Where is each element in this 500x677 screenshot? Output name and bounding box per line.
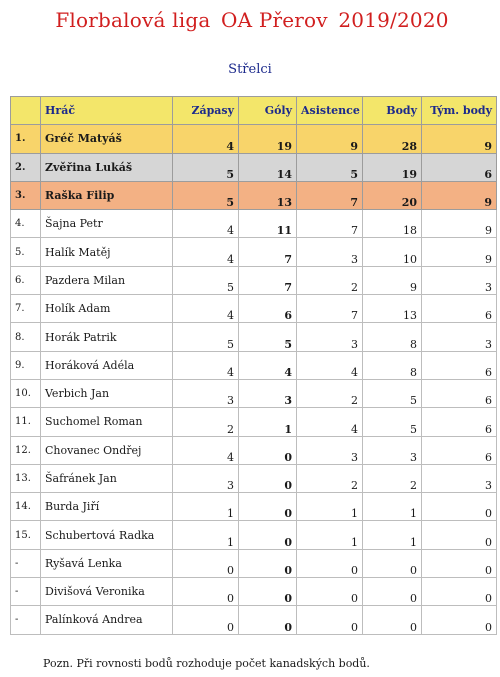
team-points-cell: 3 xyxy=(422,266,497,294)
page-subtitle: Střelci xyxy=(228,62,272,77)
assists-cell: 1 xyxy=(297,521,363,549)
table-row xyxy=(11,549,497,577)
player-rank: 6. xyxy=(11,266,41,294)
assists-cell: 1 xyxy=(297,493,363,521)
player-rank: 13. xyxy=(11,464,41,492)
assists-cell: 2 xyxy=(297,464,363,492)
team-points-cell: 9 xyxy=(422,210,497,238)
points-cell: 13 xyxy=(363,295,422,323)
player-rank: 4. xyxy=(11,210,41,238)
points-cell: 28 xyxy=(363,125,422,153)
col-player-header: Hráč xyxy=(41,97,173,125)
player-rank: - xyxy=(11,578,41,606)
table-row xyxy=(11,464,497,492)
col-matches-header: Zápasy xyxy=(173,97,239,125)
col-points-header: Body xyxy=(363,97,422,125)
points-cell: 0 xyxy=(363,606,422,634)
goals-cell: 3 xyxy=(239,379,297,407)
player-name: Ryšavá Lenka xyxy=(41,549,173,577)
assists-cell: 5 xyxy=(297,153,363,181)
table-header-row xyxy=(11,97,497,125)
team-points-cell: 3 xyxy=(422,464,497,492)
goals-cell: 0 xyxy=(239,436,297,464)
assists-cell: 4 xyxy=(297,351,363,379)
player-name: Horák Patrik xyxy=(41,323,173,351)
goals-cell: 13 xyxy=(239,181,297,209)
matches-cell: 5 xyxy=(173,181,239,209)
table-row xyxy=(11,295,497,323)
table-row xyxy=(11,351,497,379)
table-row xyxy=(11,238,497,266)
points-cell: 19 xyxy=(363,153,422,181)
goals-cell: 5 xyxy=(239,323,297,351)
team-points-cell: 6 xyxy=(422,379,497,407)
goals-cell: 14 xyxy=(239,153,297,181)
assists-cell: 0 xyxy=(297,549,363,577)
matches-cell: 4 xyxy=(173,436,239,464)
matches-cell: 3 xyxy=(173,464,239,492)
col-rank-header xyxy=(11,97,41,125)
table-row xyxy=(11,125,497,153)
player-rank: 7. xyxy=(11,295,41,323)
team-points-cell: 0 xyxy=(422,493,497,521)
matches-cell: 0 xyxy=(173,549,239,577)
player-name: Burda Jiří xyxy=(41,493,173,521)
goals-cell: 6 xyxy=(239,295,297,323)
points-cell: 18 xyxy=(363,210,422,238)
assists-cell: 2 xyxy=(297,379,363,407)
matches-cell: 4 xyxy=(173,125,239,153)
goals-cell: 11 xyxy=(239,210,297,238)
goals-cell: 0 xyxy=(239,578,297,606)
matches-cell: 4 xyxy=(173,238,239,266)
team-points-cell: 6 xyxy=(422,351,497,379)
goals-cell: 7 xyxy=(239,266,297,294)
matches-cell: 4 xyxy=(173,295,239,323)
player-rank: 2. xyxy=(11,153,41,181)
team-points-cell: 0 xyxy=(422,549,497,577)
table-row xyxy=(11,181,497,209)
goals-cell: 0 xyxy=(239,549,297,577)
matches-cell: 1 xyxy=(173,493,239,521)
matches-cell: 4 xyxy=(173,210,239,238)
matches-cell: 5 xyxy=(173,266,239,294)
goals-cell: 0 xyxy=(239,606,297,634)
assists-cell: 7 xyxy=(297,295,363,323)
player-name: Gréč Matyáš xyxy=(41,125,173,153)
player-rank: 8. xyxy=(11,323,41,351)
player-rank: - xyxy=(11,549,41,577)
team-points-cell: 6 xyxy=(422,436,497,464)
player-name: Schubertová Radka xyxy=(41,521,173,549)
assists-cell: 3 xyxy=(297,436,363,464)
matches-cell: 5 xyxy=(173,323,239,351)
team-points-cell: 9 xyxy=(422,181,497,209)
assists-cell: 2 xyxy=(297,266,363,294)
player-name: Divišová Veronika xyxy=(41,578,173,606)
team-points-cell: 3 xyxy=(422,323,497,351)
player-name: Zvěřina Lukáš xyxy=(41,153,173,181)
title-school: OA Přerov xyxy=(221,8,328,32)
goals-cell: 19 xyxy=(239,125,297,153)
table-row xyxy=(11,323,497,351)
player-name: Suchomel Roman xyxy=(41,408,173,436)
player-name: Halík Matěj xyxy=(41,238,173,266)
page-title xyxy=(0,8,500,32)
player-rank: 3. xyxy=(11,181,41,209)
goals-cell: 0 xyxy=(239,464,297,492)
goals-cell: 0 xyxy=(239,493,297,521)
title-season: 2019/2020 xyxy=(338,8,449,32)
scorers-table xyxy=(10,96,497,635)
points-cell: 8 xyxy=(363,323,422,351)
team-points-cell: 9 xyxy=(422,125,497,153)
table-row xyxy=(11,578,497,606)
points-cell: 0 xyxy=(363,578,422,606)
footnote: Pozn. Při rovnosti bodů rozhoduje počet kanadských bodů. xyxy=(43,657,370,670)
player-name: Palínková Andrea xyxy=(41,606,173,634)
col-assists-header: Asistence xyxy=(297,97,363,125)
player-rank: 10. xyxy=(11,379,41,407)
table-row xyxy=(11,210,497,238)
table-row xyxy=(11,436,497,464)
player-rank: 1. xyxy=(11,125,41,153)
table-row xyxy=(11,266,497,294)
player-rank: 5. xyxy=(11,238,41,266)
table-row xyxy=(11,379,497,407)
team-points-cell: 6 xyxy=(422,295,497,323)
col-team-points-header: Tým. body xyxy=(422,97,497,125)
player-rank: 14. xyxy=(11,493,41,521)
table-row xyxy=(11,493,497,521)
points-cell: 8 xyxy=(363,351,422,379)
player-rank: - xyxy=(11,606,41,634)
table-row xyxy=(11,521,497,549)
team-points-cell: 0 xyxy=(422,578,497,606)
points-cell: 1 xyxy=(363,521,422,549)
player-name: Šajna Petr xyxy=(41,210,173,238)
assists-cell: 0 xyxy=(297,578,363,606)
assists-cell: 7 xyxy=(297,181,363,209)
assists-cell: 9 xyxy=(297,125,363,153)
assists-cell: 3 xyxy=(297,323,363,351)
player-name: Šafránek Jan xyxy=(41,464,173,492)
goals-cell: 4 xyxy=(239,351,297,379)
team-points-cell: 6 xyxy=(422,408,497,436)
matches-cell: 5 xyxy=(173,153,239,181)
col-goals-header: Góly xyxy=(239,97,297,125)
points-cell: 1 xyxy=(363,493,422,521)
matches-cell: 3 xyxy=(173,379,239,407)
player-rank: 15. xyxy=(11,521,41,549)
points-cell: 3 xyxy=(363,436,422,464)
player-rank: 12. xyxy=(11,436,41,464)
matches-cell: 4 xyxy=(173,351,239,379)
matches-cell: 2 xyxy=(173,408,239,436)
matches-cell: 0 xyxy=(173,606,239,634)
player-name: Pazdera Milan xyxy=(41,266,173,294)
table-row xyxy=(11,153,497,181)
assists-cell: 4 xyxy=(297,408,363,436)
points-cell: 5 xyxy=(363,408,422,436)
assists-cell: 7 xyxy=(297,210,363,238)
team-points-cell: 9 xyxy=(422,238,497,266)
goals-cell: 0 xyxy=(239,521,297,549)
player-name: Holík Adam xyxy=(41,295,173,323)
points-cell: 5 xyxy=(363,379,422,407)
points-cell: 9 xyxy=(363,266,422,294)
player-name: Verbich Jan xyxy=(41,379,173,407)
matches-cell: 1 xyxy=(173,521,239,549)
points-cell: 10 xyxy=(363,238,422,266)
team-points-cell: 6 xyxy=(422,153,497,181)
points-cell: 2 xyxy=(363,464,422,492)
title-league: Florbalová liga xyxy=(55,8,211,32)
points-cell: 0 xyxy=(363,549,422,577)
goals-cell: 7 xyxy=(239,238,297,266)
assists-cell: 0 xyxy=(297,606,363,634)
table-row xyxy=(11,408,497,436)
team-points-cell: 0 xyxy=(422,606,497,634)
team-points-cell: 0 xyxy=(422,521,497,549)
assists-cell: 3 xyxy=(297,238,363,266)
points-cell: 20 xyxy=(363,181,422,209)
player-rank: 11. xyxy=(11,408,41,436)
player-rank: 9. xyxy=(11,351,41,379)
player-name: Chovanec Ondřej xyxy=(41,436,173,464)
goals-cell: 1 xyxy=(239,408,297,436)
matches-cell: 0 xyxy=(173,578,239,606)
player-name: Raška Filip xyxy=(41,181,173,209)
player-name: Horáková Adéla xyxy=(41,351,173,379)
table-row xyxy=(11,606,497,634)
